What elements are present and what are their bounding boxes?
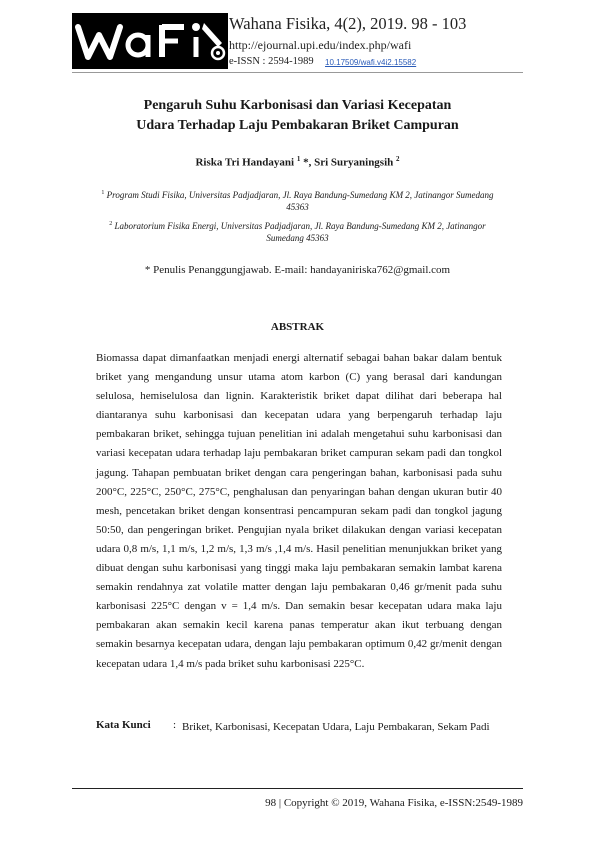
author-affiliation-mark: 1 [296, 155, 301, 163]
author-affiliation-mark: 2 [396, 155, 400, 163]
journal-citation: Wahana Fisika, 4(2), 2019. 98 - 103 [229, 14, 467, 33]
affiliation-1 [98, 188, 497, 213]
abstract-heading: ABSTRAK [270, 321, 325, 333]
corresponding-mark: *, [300, 156, 315, 169]
affiliation-text: Program Studi Fisika, Universitas Padjadjaran, Jl. Raya Bandung-Sumedang KM 2, Jatinangor Sumedang 45363 [106, 190, 494, 212]
page-footer: 98 | Copyright © 2019, Wahana Fisika, e-ISSN:2549-1989 [265, 797, 523, 809]
keywords-text: Briket, Karbonisasi, Kecepatan Udara, Laju Pembakaran, Sekam Padi [182, 721, 490, 733]
footer-divider [72, 788, 523, 789]
keywords-separator: : [173, 719, 177, 731]
author-name: Sri Suryaningsih [314, 156, 394, 169]
keywords-label: Kata Kunci [96, 719, 151, 731]
wafi-logo-icon [72, 13, 228, 69]
header-divider [72, 72, 523, 73]
affiliation-number: 2 [109, 221, 113, 227]
article-title [90, 96, 505, 136]
title-line-2: Udara Terhadap Laju Pembakaran Briket Campuran [136, 118, 459, 133]
affiliation-text: Laboratorium Fisika Energi, Universitas Padjadjaran, Jl. Raya Bandung-Sumedang KM 2, Jatinangor Sumedang 45363 [114, 221, 486, 243]
affiliation-number: 1 [101, 190, 105, 196]
journal-logo [72, 13, 228, 69]
journal-url[interactable]: http://ejournal.upi.edu/index.php/wafi [229, 38, 412, 52]
abstract-body: Biomassa dapat dimanfaatkan menjadi energi alternatif sebagai bahan bakar dalam bentuk briket yang mengandung unsur utama atom karbon (C) yang berasal dari kandungan selulosa, hemiselulosa dan lignin. Karakteristik briket dapat dilihat dari beberapa hal diantaranya suhu karbonisasi dan kecepatan udara yang berpengaruh terhadap laju pembakaran briket, sehingga tujuan penelitian ini adalah mengetahui suhu karbonisasi dan variasi kecepatan udara terhadap laju pembakaran briket campuran sekam padi dan tongkol jagung. Tahapan pembuatan briket dengan cara pengeringan bahan, karbonisasi pada suhu 200°C, 225°C, 250°C, 275°C, penghalusan dan penyaringan bahan dengan ukuran butir 40 mesh, pencetakan briket dengan konsentrasi pencampuran sekam padi dan tongkol jagung 50:50, dan pengeringan briket. Pengujian nyala briket dilakukan dengan variasi kecepatan udara 0,8 m/s, 1,1 m/s, 1,2 m/s, 1,3 m/s ,1,4 m/s. Hasil penelitian menunjukkan briket yang dibuat dengan suhu karbonisasi yang tinggi maka laju pembakaran semakin lambat karena semakin rendahnya zat volatile matter dengan laju pembakaran 0,46 gr/menit pada suhu karbonisasi 225°C dengan v = 1,4 m/s. Dan semakin besar kecepatan udara maka laju pembakaran akan semakin kecil karena panas temperatur akan ikut terbuang dengan semakin besarnya kecepatan udara, dengan laju pembakaran optimum 0,42 gr/menit dengan kecepatan udara 1,4 m/s pada briket suhu karbonisasi 225°C. [96, 352, 502, 670]
correspondence-email: * Penulis Penanggungjawab. E-mail: handayaniriska762@gmail.com [144, 264, 451, 276]
author-name: Riska Tri Handayani [195, 156, 295, 169]
doi-link[interactable]: 10.17509/wafi.v4i2.15582 [325, 58, 417, 67]
title-line-1: Pengaruh Suhu Karbonisasi dan Variasi Kecepatan [143, 98, 452, 113]
journal-issn: e-ISSN : 2594-1989 [229, 56, 314, 67]
author-list [90, 152, 505, 170]
affiliation-2 [98, 219, 497, 244]
